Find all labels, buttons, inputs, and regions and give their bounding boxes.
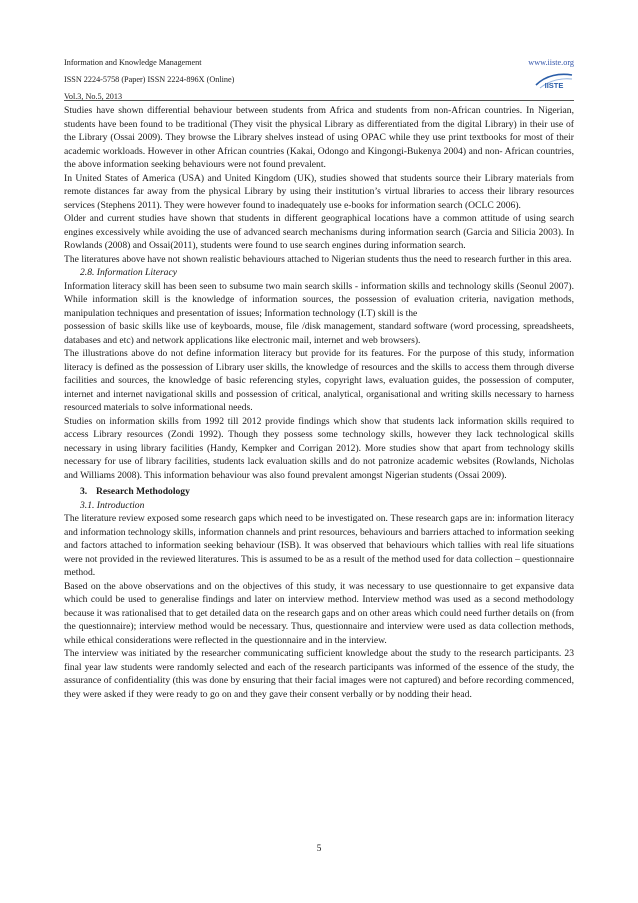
page-number: 5 bbox=[316, 843, 322, 854]
journal-name: Information and Knowledge Management bbox=[64, 58, 202, 67]
journal-url-link[interactable]: www.iiste.org bbox=[528, 58, 574, 67]
paragraph: Older and current studies have shown that students in different geographical locations have a common attitude of using search engines excessively while avoiding the use of advanced search mechanisms during information search (Garcia and Silicia 2003). In Rowlands (2008) and Ossai(2011), students were found to use search engines during information search. bbox=[64, 213, 574, 251]
paragraph: Information literacy skill has been seen to subsume two main search skills - information skills and technology skills (Seonul 2007). While information skill is the knowledge of information sources, the possession of evaluation criteria, navigation methods, manipulation techniques and presentation of issues; Information technology (I.T) skill is the bbox=[64, 280, 574, 319]
paragraph: possession of basic skills like use of keyboards, mouse, file /disk management, standard software (word processing, spreadsheets, databases and etc) and network applications like electronic mail, internet and web browsers). bbox=[64, 321, 574, 346]
paragraph: Based on the above observations and on the objectives of this study, it was necessary to use questionnaire to get expansive data which could be used to generalise findings and later on interview method. Interview method was used as a second methodology because it was rationalised that to get detailed data on the research gaps and on other areas which could need further details on (from the questionnaire); interview method would be necessary. Thus, questionnaire and interview were used as data collection methods, while ethical considerations were reflected in the questionnaire and in the interview. bbox=[64, 580, 574, 646]
paragraph: The interview was initiated by the researcher communicating sufficient knowledge about the study to the research participants. 23 final year law students were randomly selected and each of the research participants was informed of the essence of the study, the assurance of confidentiality (this was done by ensuring that their facial images were not captured) and before recording commenced, they were asked if they were ready to go on and they gave their consent verbally or by nodding their head. bbox=[64, 648, 574, 700]
paragraph: In United States of America (USA) and United Kingdom (UK), studies showed that students source their Library materials from remote distances far away from the physical Library by using their institution’s virtual libraries to access their library resources services (Stephens 2011). They were however found to inadequately use e-books for information search (OCLC 2006). bbox=[64, 172, 574, 211]
subsection-heading-introduction: 3.1. Introduction bbox=[80, 499, 145, 511]
paragraph: The illustrations above do not define information literacy but provide for its features. For the purpose of this study, information literacy is defined as the possession of Library user skills, the knowledge of resources and the skills to access them through diverse facilities and sources, the knowledge of basic referencing styles, copyright laws, evaluation guides, the possession of computer, internet and internet navigational skills and possession of critical, analytical, organisational and writing skills necessary to harness resourced materials to solve informational needs. bbox=[64, 348, 574, 413]
paragraph: Studies have shown differential behaviour between students from Africa and students from non-African countries. In Nigerian, students have been found to be traditional (They visit the physical Library as differentiated from the digital Library) in their use of the Library (Ossai 2009). They browse the Library shelves instead of using OPAC while they use print textbooks for most of their academic workloads. However in other African countries (Kakai, Odongo and Kingongi-Bukenya 2004) and non- African countries, the above information seeking behaviours were not found prevalent. bbox=[64, 105, 574, 170]
section-number: 3. bbox=[80, 486, 88, 497]
body-text bbox=[64, 104, 574, 701]
svg-text:IISTE: IISTE bbox=[544, 81, 564, 90]
volume-line: Vol.3, No.5, 2013 bbox=[64, 92, 123, 101]
paragraph: The literatures above have not shown realistic behaviours attached to Nigerian students thus the need to research further in this area. bbox=[64, 253, 572, 265]
running-header bbox=[64, 54, 574, 105]
paragraph: The literature review exposed some research gaps which need to be investigated on. These research gaps are in: information literacy and information technology skills, information channels and print resources, behaviours and barriers attached to information seeking and factors attached to information seeking behaviour (ISB). It was observed that behaviours which tallies with real life situations were not provided in the reviewed literatures. This is assumed to be as a result of the method used for data collection – questionnaire method. bbox=[64, 513, 574, 578]
section-title: Research Methodology bbox=[96, 486, 190, 497]
header-divider bbox=[64, 100, 574, 101]
section-heading-research-methodology bbox=[80, 485, 574, 499]
paragraph: Studies on information skills from 1992 till 2012 provide findings which show that students lack information skills required to access Library resources (Zondi 1992). Though they possess some technology skills, however they lack technological skills necessary in using library facilities (Handy, Kempker and Corrigan 2012). More studies show that apart from technology skills necessary for use of library facilities, students lack evaluation skills and do not patronize academic websites (Rowlands, Nicholas and Williams 2008). This information behaviour was also found prevalent amongst Nigerian students (Ossai 2009). bbox=[64, 415, 574, 481]
iiste-logo-icon bbox=[534, 69, 574, 91]
subsection-heading-information-literacy: 2.8. Information Literacy bbox=[80, 267, 177, 278]
issn-line: ISSN 2224-5758 (Paper) ISSN 2224-896X (Online) bbox=[64, 75, 235, 84]
